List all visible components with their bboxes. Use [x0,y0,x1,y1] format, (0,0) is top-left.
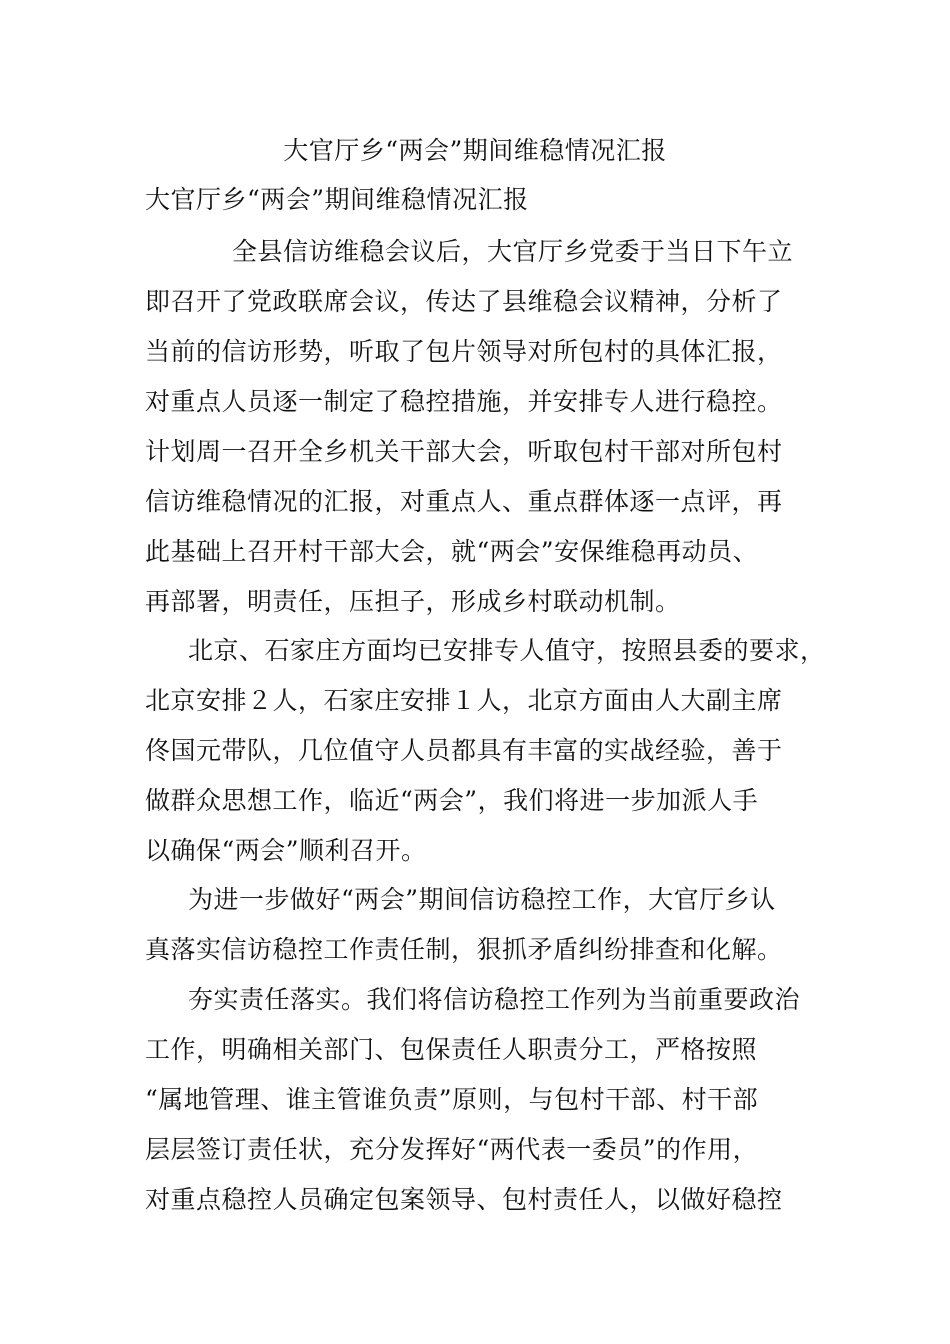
paragraph-line: 以确保“两会”顺利召开。 [145,836,427,865]
paragraph-line: 对重点人员逐一制定了稳控措施，并安排专人进行稳控。 [145,387,783,416]
paragraph-line: 工作，明确相关部门、包保责任人职责分工，严格按照 [145,1035,758,1064]
paragraph-line: 北京安排２人，石家庄安排１人，北京方面由人大副主席 [145,686,783,715]
paragraph-line: 层层签订责任状，充分发挥好“两代表一委员”的作用， [145,1135,759,1164]
paragraph-line: 全县信访维稳会议后，大官厅乡党委于当日下午立 [232,237,794,266]
paragraph-line: 信访维稳情况的汇报，对重点人、重点群体逐一点评，再 [145,487,783,516]
paragraph-line: 当前的信访形势，听取了包片领导对所包村的具体汇报， [145,337,783,366]
paragraph-line: 为进一步做好“两会”期间信访稳控工作，大官厅乡认 [188,885,776,914]
paragraph-line: 对重点稳控人员确定包案领导、包村责任人，以做好稳控 [145,1185,783,1214]
paragraph-line: “属地管理、谁主管谁负责”原则，与包村干部、村干部 [145,1085,759,1114]
paragraph-line: 佟国元带队，几位值守人员都具有丰富的实战经验，善于 [145,736,783,765]
paragraph-line: 即召开了党政联席会议，传达了县维稳会议精神，分析了 [145,287,783,316]
document-subtitle: 大官厅乡“两会”期间维稳情况汇报 [145,185,529,214]
paragraph-line: 夯实责任落实。我们将信访稳控工作列为当前重要政治 [188,985,801,1014]
paragraph-line: 此基础上召开村干部大会，就“两会”安保维稳再动员、 [145,537,759,566]
paragraph-line: 真落实信访稳控工作责任制，狠抓矛盾纠纷排查和化解。 [145,935,783,964]
document-title: 大官厅乡“两会”期间维稳情况汇报 [283,136,667,165]
paragraph-line: 北京、石家庄方面均已安排专人值守，按照县委的要求， [188,636,826,665]
paragraph-line: 计划周一召开全乡机关干部大会，听取包村干部对所包村 [145,437,783,466]
paragraph-line: 再部署，明责任，压担子，形成乡村联动机制。 [145,587,681,616]
paragraph-line: 做群众思想工作，临近“两会”，我们将进一步加派人手 [145,786,759,815]
